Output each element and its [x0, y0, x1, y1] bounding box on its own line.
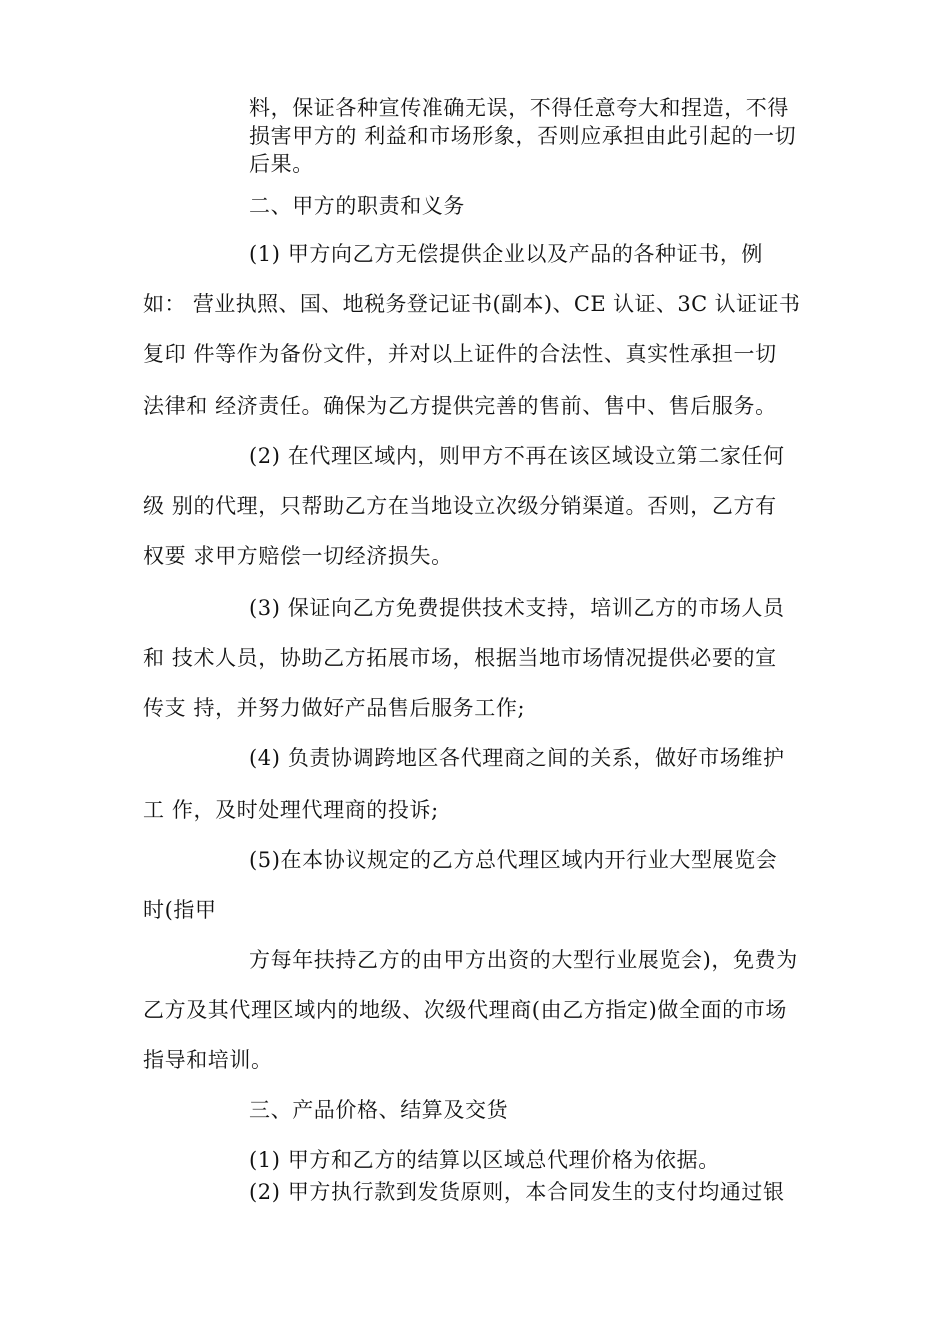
- section-2-item-1-line-3: 复印 件等作为备份文件，并对以上证件的合法性、真实性承担一切: [143, 342, 777, 366]
- section-2-item-5-line-5: 指导和培训。: [143, 1048, 273, 1072]
- section-2-item-3-line-1: (3) 保证向乙方免费提供技术支持，培训乙方的市场人员: [249, 596, 785, 620]
- intro-line-1: 料，保证各种宣传准确无误，不得任意夸大和捏造，不得: [249, 96, 789, 120]
- section-2-item-1-line-1: (1) 甲方向乙方无偿提供企业以及产品的各种证书，例: [249, 242, 764, 266]
- section-2-item-4-line-1: (4) 负责协调跨地区各代理商之间的关系，做好市场维护: [249, 746, 785, 770]
- section-3-heading: 三、产品价格、结算及交货: [249, 1098, 509, 1122]
- section-2-item-5-line-1: (5)在本协议规定的乙方总代理区域内开行业大型展览会: [249, 848, 778, 872]
- section-2-item-5-line-2: 时(指甲: [143, 898, 217, 922]
- intro-line-3: 后果。: [249, 152, 314, 176]
- section-2-heading: 二、甲方的职责和义务: [249, 194, 465, 218]
- section-3-item-1: (1) 甲方和乙方的结算以区域总代理价格为依据。: [249, 1148, 720, 1172]
- section-2-item-5-line-4: 乙方及其代理区域内的地级、次级代理商(由乙方指定)做全面的市场: [143, 998, 787, 1022]
- section-2-item-4-line-2: 工 作，及时处理代理商的投诉;: [143, 798, 439, 822]
- section-2-item-1-line-2: 如： 营业执照、国、地税务登记证书(副本)、CE 认证、3C 认证证书: [143, 292, 801, 316]
- intro-line-2: 损害甲方的 利益和市场形象，否则应承担由此引起的一切: [249, 124, 797, 148]
- section-2-item-5-line-3: 方每年扶持乙方的由甲方出资的大型行业展览会)，免费为: [249, 948, 798, 972]
- section-2-item-3-line-2: 和 技术人员，协助乙方拓展市场，根据当地市场情况提供必要的宣: [143, 646, 777, 670]
- section-2-item-2-line-2: 级 别的代理，只帮助乙方在当地设立次级分销渠道。否则，乙方有: [143, 494, 777, 518]
- section-2-item-2-line-3: 权要 求甲方赔偿一切经济损失。: [143, 544, 453, 568]
- section-2-item-2-line-1: (2) 在代理区域内，则甲方不再在该区域设立第二家任何: [249, 444, 785, 468]
- section-2-item-3-line-3: 传支 持，并努力做好产品售后服务工作;: [143, 696, 526, 720]
- section-3-item-2: (2) 甲方执行款到发货原则，本合同发生的支付均通过银: [249, 1180, 785, 1204]
- section-2-item-1-line-4: 法律和 经济责任。确保为乙方提供完善的售前、售中、售后服务。: [143, 394, 777, 418]
